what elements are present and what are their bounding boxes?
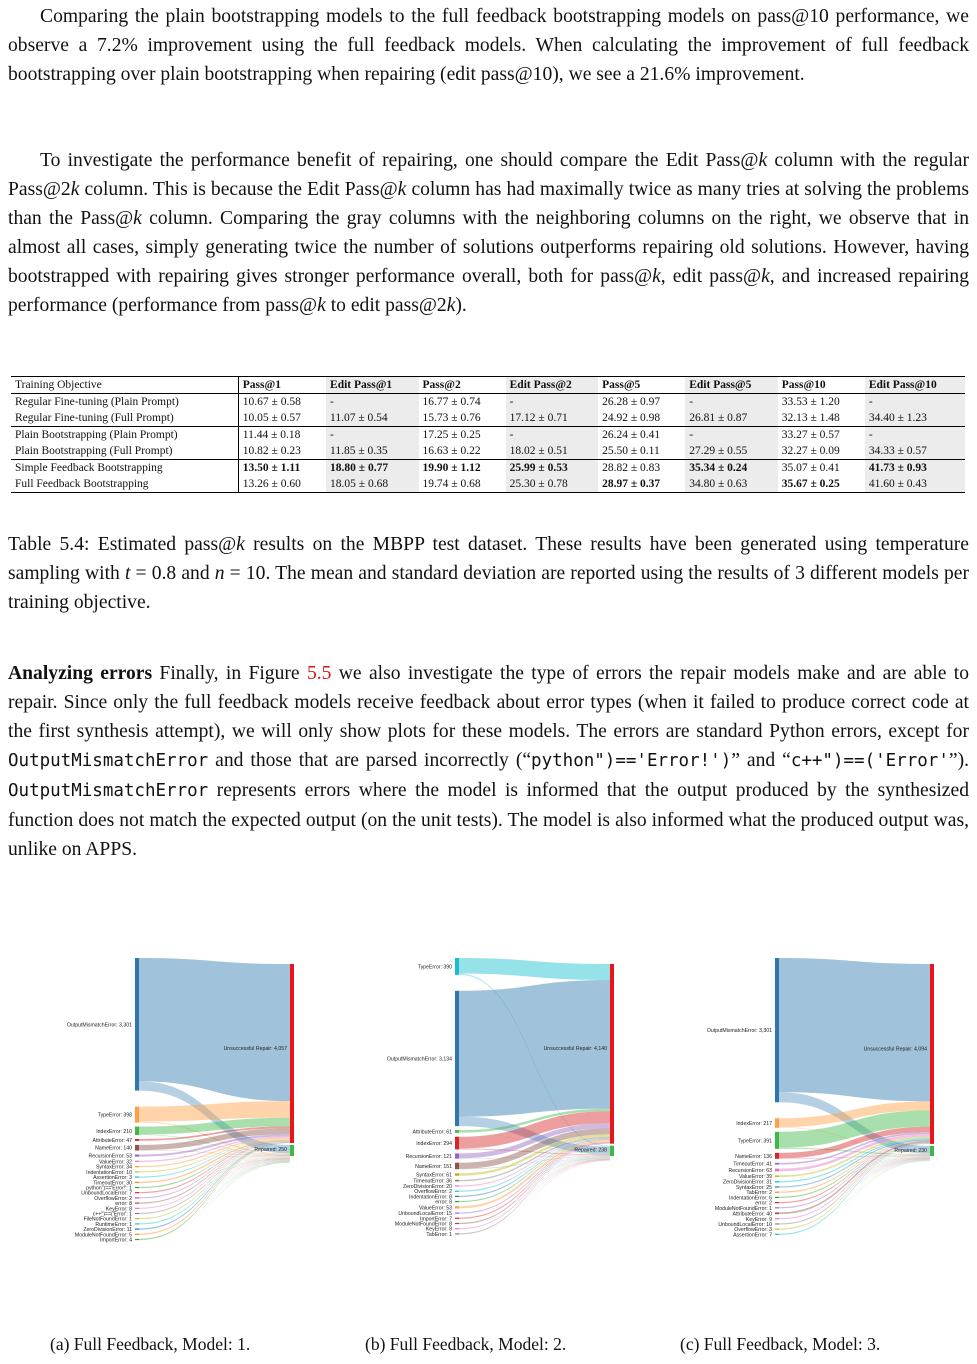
source-node [135, 1127, 139, 1135]
source-node [135, 1208, 139, 1209]
figure-caption-a: (a) Full Feedback, Model: 1. [50, 1334, 251, 1354]
figure-caption-c: (c) Full Feedback, Model: 3. [680, 1334, 881, 1354]
source-node [455, 1130, 459, 1133]
col-header: Pass@5 [602, 379, 641, 391]
table-cell: 33.53 ± 1.20 [781, 396, 840, 408]
table-cell: 10.67 ± 0.58 [242, 396, 301, 408]
source-node [135, 1166, 139, 1167]
table-cell: 32.13 ± 1.48 [781, 412, 840, 424]
source-label: RuntimeError: 1 [95, 1221, 132, 1228]
table-cell: 26.81 ± 0.87 [685, 410, 777, 427]
table-cell: 35.07 ± 0.41 [778, 460, 865, 477]
table-cell: - [865, 394, 965, 411]
table-cell: 26.28 ± 0.97 [602, 396, 661, 408]
source-label: IndentationError: 10 [86, 1169, 132, 1176]
figure-ref-link[interactable]: 5.5 [306, 663, 332, 684]
target-label: Repaired: 230 [894, 1147, 927, 1154]
source-label: OutputMismatchError: 3,301 [706, 1028, 772, 1035]
target-node-repaired [930, 1146, 934, 1156]
source-label: ZeroDivisionError: 31 [722, 1179, 772, 1186]
source-node [135, 1171, 139, 1172]
target-label: Repaired: 238 [574, 1147, 607, 1154]
row-label: Regular Fine-tuning (Full Prompt) [11, 410, 238, 427]
source-label: error: 8 [435, 1199, 452, 1206]
table-cell: 25.30 ± 0.78 [506, 476, 598, 493]
table-row [11, 410, 965, 427]
source-node [135, 1218, 139, 1219]
source-node [135, 1197, 139, 1198]
source-label: ModuleNotFoundError: 8 [394, 1221, 452, 1228]
table-cell: 27.29 ± 0.55 [685, 443, 777, 460]
source-node [775, 1207, 779, 1208]
flow-link [779, 1159, 930, 1209]
source-label: FileNotFoundError: 1 [83, 1216, 132, 1223]
source-label: SyntaxError: 34 [95, 1164, 132, 1171]
source-node [775, 1132, 779, 1149]
target-node-unsuccessful [930, 964, 934, 1144]
table-cell: 17.25 ± 0.25 [419, 427, 506, 444]
source-label: TabError: 2 [746, 1190, 772, 1197]
table-cell: 26.24 ± 0.41 [598, 427, 685, 444]
section-heading: Analyzing errors [8, 663, 153, 684]
table-cell: 28.82 ± 0.83 [598, 460, 685, 477]
source-label: SyntaxError: 25 [735, 1185, 772, 1192]
source-node [135, 958, 139, 1091]
table-cell: 24.92 ± 0.98 [602, 412, 661, 424]
table-cell: 11.85 ± 0.35 [326, 443, 418, 460]
source-node [775, 1153, 779, 1159]
source-node [455, 1218, 459, 1219]
source-label: AssertionError: 3 [93, 1175, 132, 1182]
source-node [135, 1107, 139, 1123]
source-node [135, 1145, 139, 1151]
sankey-figure-c [650, 950, 950, 1325]
source-label: OutputMismatchError: 3,134 [386, 1056, 452, 1063]
source-label: ValueError: 32 [98, 1159, 132, 1166]
source-node [135, 1192, 139, 1193]
results-table [11, 376, 965, 493]
col-header: Edit Pass@5 [685, 377, 777, 394]
source-node [775, 1234, 779, 1235]
flow-link [779, 958, 930, 1101]
source-node [775, 1202, 779, 1203]
source-node [455, 1163, 459, 1170]
table-cell: 33.27 ± 0.57 [778, 427, 865, 444]
paragraph-repair-benefit: To investigate the performance benefit of repairing, one should compare the Edit Pass@k column with the regular Pass@2k column. This is because the Edit Pass@k column has had maximally twice as many tries at solving the problems than the Pass@k column. Comparing the gray columns with the neighboring columns on the right, we observe that in almost all cases, simply generating twice the number of solutions outperforms repairing old solutions. However, having bootstrapped with repairing gives stronger performance overall, both for pass@k, edit pass@k, and increased repairing performance (performance from pass@k to edit pass@2k). [8, 150, 969, 316]
source-node [455, 1206, 459, 1208]
source-label: KeyError: 9 [745, 1216, 772, 1223]
col-header: Training Objective [11, 377, 238, 394]
target-node-repaired [610, 1146, 614, 1156]
sankey-diagram [650, 950, 950, 1320]
table-cell: - [326, 427, 418, 444]
source-label: OverflowError: 2 [94, 1195, 132, 1202]
source-node [135, 1234, 139, 1235]
sankey-diagram [330, 950, 630, 1320]
table-cell: 10.05 ± 0.57 [242, 412, 301, 424]
source-label: TypeError: 390 [417, 964, 452, 971]
table-cell: - [685, 394, 777, 411]
source-node [455, 1228, 459, 1229]
flow-link [779, 1158, 930, 1198]
table-cell: 16.77 ± 0.74 [422, 396, 481, 408]
source-node [135, 1239, 139, 1240]
table-cell: 34.33 ± 0.57 [865, 443, 965, 460]
table-cell: 18.05 ± 0.68 [326, 476, 418, 493]
table-cell: 19.90 ± 1.12 [419, 460, 506, 477]
source-label: TypeError: 398 [97, 1112, 132, 1119]
paragraph-intro: Comparing the plain bootstrapping models to the full feedback bootstrapping models on pass@10 performance, we observe a 7.2% improvement using the full feedback models. When calculating the improvement of full feedback bootstrapping over plain bootstrapping when repairing (edit pass@10), we see a 21.6% improvement. [8, 6, 969, 85]
source-node [455, 991, 459, 1126]
target-label: Repaired: 250 [254, 1146, 287, 1153]
source-node [775, 1229, 779, 1230]
table-cell: - [326, 394, 418, 411]
table-cell: 16.63 ± 0.22 [422, 445, 481, 457]
source-label: ZeroDivisionError: 20 [402, 1183, 452, 1190]
source-node [455, 1223, 459, 1224]
sankey-figure-b [330, 950, 630, 1325]
source-node [135, 1229, 139, 1230]
source-node [135, 1187, 139, 1188]
source-label: RecursionError: 121 [405, 1154, 452, 1161]
table-cell: - [506, 427, 598, 444]
source-label: IndexError: 294 [416, 1141, 452, 1148]
row-label: Simple Feedback Bootstrapping [11, 460, 238, 477]
source-label: KeyError: 8 [425, 1226, 452, 1233]
source-label: TimeoutError: 41 [733, 1161, 772, 1168]
source-label: IndexError: 210 [96, 1128, 132, 1135]
source-node [775, 958, 779, 1102]
table-cell: 34.40 ± 1.23 [865, 410, 965, 427]
source-node [135, 1139, 139, 1141]
source-node [775, 1197, 779, 1198]
paragraph-analyzing-errors: Analyzing errors Finally, in Figure 5.5 we also investigate the type of errors the repair models make and are able to repair. Since only the full feedback models receive feedback about error types (when it failed to produce correct code at the first synthesis attempt), we will only show plots for these models. The errors are standard Python errors, except for OutputMismatchError and those that are parsed incorrectly (“python")=='Error!')” and “c++")==('Error'”). OutputMismatchError represents errors where the model is informed that the output produced by the synthesized function does not match the expected output (on the unit tests). The model is also informed what the produced output was, unlike on APPS. [8, 663, 970, 860]
source-node [775, 1223, 779, 1224]
source-label: OutputMismatchError: 3,301 [66, 1022, 132, 1029]
table-cell: - [685, 427, 777, 444]
table-cell: 35.67 ± 0.25 [778, 476, 865, 493]
source-node [455, 1137, 459, 1150]
source-label: ValueError: 53 [418, 1205, 452, 1212]
source-node [775, 1163, 779, 1165]
source-label: TabError: 1 [426, 1231, 452, 1238]
source-label: ValueError: 39 [738, 1174, 772, 1181]
source-label: ImportError: 7 [420, 1216, 452, 1223]
source-node [135, 1155, 139, 1157]
table-cell: 10.82 ± 0.23 [242, 445, 301, 457]
table-cell: - [506, 394, 598, 411]
source-label: AttributeError: 61 [412, 1129, 452, 1136]
table-cell: 11.44 ± 0.18 [238, 427, 326, 444]
col-header: Pass@10 [781, 379, 826, 391]
source-node [775, 1192, 779, 1193]
source-label: SyntaxError: 61 [415, 1172, 452, 1179]
source-label: ImportError: 4 [100, 1237, 132, 1244]
source-label: NameError: 136 [735, 1153, 772, 1160]
row-label: Plain Bootstrapping (Plain Prompt) [11, 427, 238, 444]
source-node [455, 958, 459, 975]
source-label: NameError: 151 [415, 1163, 452, 1170]
source-label: ModuleNotFoundError: 1 [714, 1205, 772, 1212]
source-label: TimeoutError: 30 [93, 1180, 132, 1187]
row-label: Regular Fine-tuning (Plain Prompt) [11, 394, 238, 411]
source-label: UnboundLocalError: 15 [398, 1211, 452, 1218]
source-label: UnboundLocalError: 10 [718, 1221, 772, 1228]
source-node [455, 1233, 459, 1234]
source-node [775, 1218, 779, 1219]
source-label: TimeoutError: 36 [413, 1178, 452, 1185]
source-label: AssertionError: 7 [733, 1232, 772, 1239]
table-cell: 11.07 ± 0.54 [326, 410, 418, 427]
source-node [135, 1161, 139, 1162]
table-cell: 34.80 ± 0.63 [685, 476, 777, 493]
table-row [11, 443, 965, 460]
table-cell: 35.34 ± 0.24 [685, 460, 777, 477]
row-label: Full Feedback Bootstrapping [11, 476, 238, 493]
table-cell: 18.80 ± 0.77 [326, 460, 418, 477]
table-row [11, 394, 965, 411]
source-label: python")=='Error!': 1 [86, 1185, 132, 1192]
source-node [455, 1180, 459, 1182]
source-node [135, 1203, 139, 1204]
table-row [11, 427, 965, 444]
target-label: Unsuccessful Repair: 4,057 [223, 1045, 287, 1052]
source-node [135, 1213, 139, 1214]
target-label: Unsuccessful Repair: 4,140 [543, 1046, 607, 1053]
table-cell: 32.27 ± 0.09 [781, 445, 840, 457]
table-cell: 25.99 ± 0.53 [506, 460, 598, 477]
col-header: Edit Pass@1 [326, 377, 418, 394]
source-node [775, 1186, 779, 1187]
source-node [455, 1212, 459, 1213]
source-label: RecursionError: 63 [728, 1167, 772, 1174]
row-label: Plain Bootstrapping (Full Prompt) [11, 443, 238, 460]
table-cell: 25.50 ± 0.11 [602, 445, 660, 457]
source-label: RecursionError: 53 [88, 1153, 132, 1160]
source-label: error: 8 [115, 1201, 132, 1208]
source-label: NameError: 140 [95, 1145, 132, 1152]
sankey-diagram [10, 950, 310, 1320]
source-label: OverflowError: 2 [414, 1189, 452, 1196]
sankey-figure-a [10, 950, 310, 1325]
source-node [135, 1223, 139, 1224]
table-cell: 41.60 ± 0.43 [865, 476, 965, 493]
source-label: ZeroDivisionError: 11 [83, 1227, 132, 1234]
source-node [775, 1212, 779, 1214]
source-node [455, 1173, 459, 1176]
source-label: UnboundLocalError: 7 [81, 1190, 132, 1197]
source-node [455, 1201, 459, 1202]
source-node [455, 1185, 459, 1186]
source-label: IndentationError: 8 [409, 1194, 452, 1201]
table-cell: 28.97 ± 0.37 [598, 476, 685, 493]
source-node [775, 1175, 779, 1177]
col-header: Edit Pass@10 [865, 377, 965, 394]
source-node [775, 1181, 779, 1182]
source-label: c++")==('Error': 1 [92, 1211, 132, 1218]
source-node [135, 1182, 139, 1183]
source-node [775, 1169, 779, 1172]
source-label: error: 2 [755, 1200, 772, 1207]
flow-link [139, 958, 290, 1101]
col-header: Pass@2 [422, 379, 461, 391]
table-caption: Table 5.4: Estimated pass@k results on the MBPP test dataset. These results have been generated using temperature sampling with t = 0.8 and n = 10. The mean and standard deviation are reported using the results of 3 different models per training objective. [8, 534, 970, 613]
table-cell: 19.74 ± 0.68 [419, 476, 506, 493]
target-label: Unsuccessful Repair: 4,094 [863, 1046, 927, 1053]
flow-link [779, 1159, 930, 1214]
source-label: IndentationError: 6 [729, 1195, 772, 1202]
source-node [775, 1118, 779, 1127]
source-label: ModuleNotFoundError: 5 [74, 1232, 132, 1239]
source-label: AttributeError: 40 [732, 1211, 772, 1218]
table-cell: 13.26 ± 0.60 [238, 476, 326, 493]
source-node [455, 1196, 459, 1197]
flow-link [459, 958, 610, 980]
flow-link [459, 1160, 610, 1234]
col-header: Pass@1 [242, 379, 281, 391]
source-label: IndexError: 217 [736, 1121, 772, 1128]
source-node [455, 1191, 459, 1192]
target-node-repaired [290, 1145, 294, 1156]
table-cell: 18.02 ± 0.51 [506, 443, 598, 460]
table-cell: 17.12 ± 0.71 [506, 410, 598, 427]
source-label: OverflowError: 3 [734, 1227, 772, 1234]
target-node-unsuccessful [610, 964, 614, 1144]
table-cell: 13.50 ± 1.11 [238, 460, 326, 477]
table-row [11, 476, 965, 493]
source-label: KeyError: 8 [105, 1206, 132, 1213]
source-label: TypeError: 391 [737, 1138, 772, 1145]
figure-caption-b: (b) Full Feedback, Model: 2. [365, 1334, 567, 1354]
table-header-row [11, 377, 965, 394]
source-node [135, 1177, 139, 1178]
table-row [11, 460, 965, 477]
target-node-unsuccessful [290, 964, 294, 1143]
table-cell: 15.73 ± 0.76 [422, 412, 481, 424]
table-cell: - [865, 427, 965, 444]
col-header: Edit Pass@2 [506, 377, 598, 394]
source-node [455, 1153, 459, 1158]
source-label: AttributeError: 47 [92, 1137, 132, 1144]
table-cell: 41.73 ± 0.93 [865, 460, 965, 477]
